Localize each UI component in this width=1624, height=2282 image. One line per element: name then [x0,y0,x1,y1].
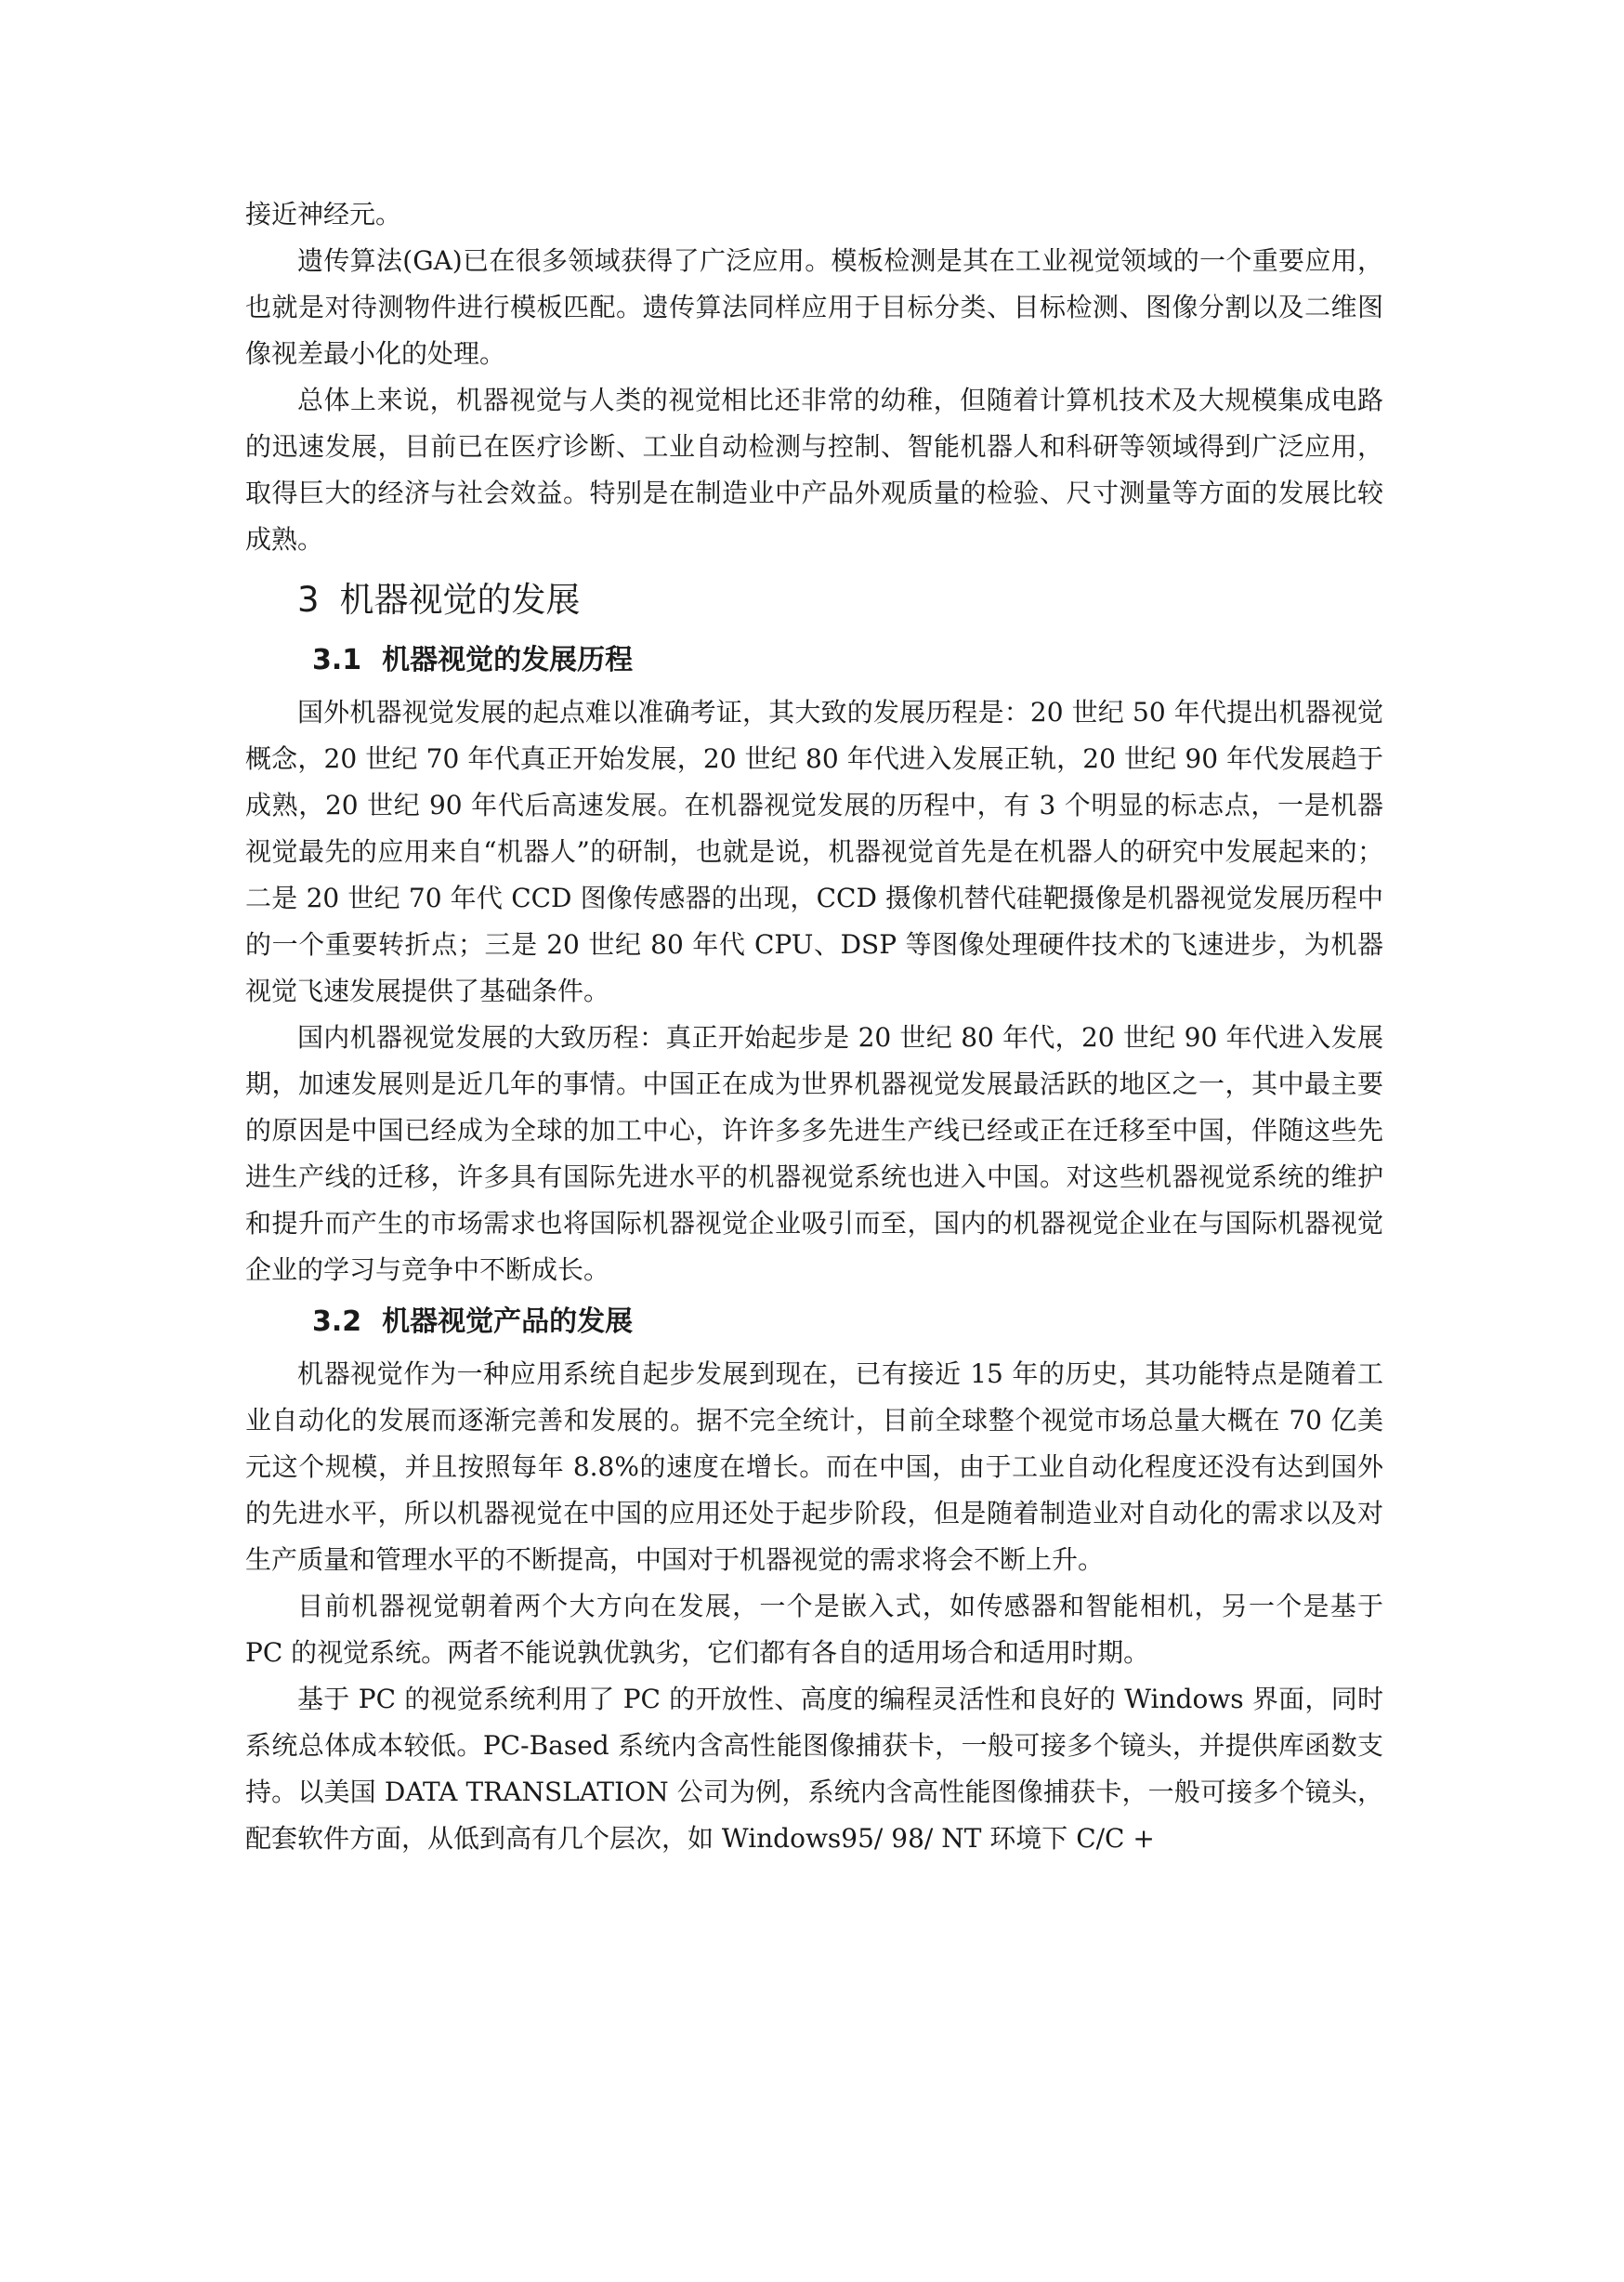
section-3-number: 3 [297,580,320,620]
section-3-1-number: 3.1 [312,644,362,676]
section-3-1-paragraph-2: 国内机器视觉发展的大致历程：真正开始起步是 20 世纪 80 年代，20 世纪 90 年代进入发展期，加速发展则是近几年的事情。中国正在成为世界机器视觉发展最活跃的地区之一，其中最主要的原因是中国已经成为全球的加工中心，许许多多先进生产线已经或正在迁移至中国，伴随这些先进生产线的迁移，许多具有国际先进水平的机器视觉系统也进入中国。对这些机器视觉系统的维护和提升而产生的市场需求也将国际机器视觉企业吸引而至，国内的机器视觉企业在与国际机器视觉企业的学习与竞争中不断成长。 [245,1022,1383,1285]
section-3-title: 机器视觉的发展 [339,580,581,620]
section-3-1-heading [245,636,1383,686]
section-3-2-heading [245,1297,1383,1347]
section-3-2-title: 机器视觉产品的发展 [382,1305,634,1338]
section-3-2-paragraph-2: 目前机器视觉朝着两个大方向在发展，一个是嵌入式，如传感器和智能相机，另一个是基于 PC 的视觉系统。两者不能说孰优孰劣，它们都有各自的适用场合和适用时期。 [245,1591,1383,1668]
paragraph-top-1: 接近神经元。 [245,199,402,230]
section-3-2-paragraph-1: 机器视觉作为一种应用系统自起步发展到现在，已有接近 15 年的历史，其功能特点是随着工业自动化的发展而逐渐完善和发展的。据不完全统计，目前全球整个视觉市场总量大概在 70 亿美元这个规模，并且按照每年 8.8%的速度在增长。而在中国，由于工业自动化程度还没有达到国外的先进水平，所以机器视觉在中国的应用还处于起步阶段，但是随着制造业对自动化的需求以及对生产质量和管理水平的不断提高，中国对于机器视觉的需求将会不断上升。 [245,1358,1383,1575]
paragraph-top-3: 总体上来说，机器视觉与人类的视觉相比还非常的幼稚，但随着计算机技术及大规模集成电路的迅速发展，目前已在医疗诊断、工业自动检测与控制、智能机器人和科研等领域得到广泛应用，取得巨大的经济与社会效益。特别是在制造业中产品外观质量的检验、尺寸测量等方面的发展比较成熟。 [245,385,1383,555]
section-3-2-paragraph-3: 基于 PC 的视觉系统利用了 PC 的开放性、高度的编程灵活性和良好的 Windows 界面，同时系统总体成本较低。PC-Based 系统内含高性能图像捕获卡，一般可接多个镜头，并提供库函数支持。以美国 DATA TRANSLATION 公司为例，系统内含高性能图像捕获卡，一般可接多个镜头，配套软件方面，从低到高有几个层次，如 Windows95/ 98/ NT 环境下 C/C + [245,1684,1383,1854]
section-3-1-title: 机器视觉的发展历程 [382,644,634,676]
section-3-heading [245,570,1383,630]
document-page [245,191,1383,1862]
section-3-1-paragraph-1: 国外机器视觉发展的起点难以准确考证，其大致的发展历程是：20 世纪 50 年代提出机器视觉概念，20 世纪 70 年代真正开始发展，20 世纪 80 年代进入发展正轨，20 世纪 90 年代发展趋于成熟，20 世纪 90 年代后高速发展。在机器视觉发展的历程中，有 3 个明显的标志点，一是机器视觉最先的应用来自“机器人”的研制，也就是说，机器视觉首先是在机器人的研究中发展起来的；二是 20 世纪 70 年代 CCD 图像传感器的出现，CCD 摄像机替代硅靶摄像是机器视觉发展历程中的一个重要转折点；三是 20 世纪 80 年代 CPU、DSP 等图像处理硬件技术的飞速进步，为机器视觉飞速发展提供了基础条件。 [245,697,1383,1006]
section-3-2-number: 3.2 [312,1305,362,1338]
paragraph-top-2: 遗传算法(GA)已在很多领域获得了广泛应用。模板检测是其在工业视觉领域的一个重要应用，也就是对待测物件进行模板匹配。遗传算法同样应用于目标分类、目标检测、图像分割以及二维图像视差最小化的处理。 [245,245,1383,369]
